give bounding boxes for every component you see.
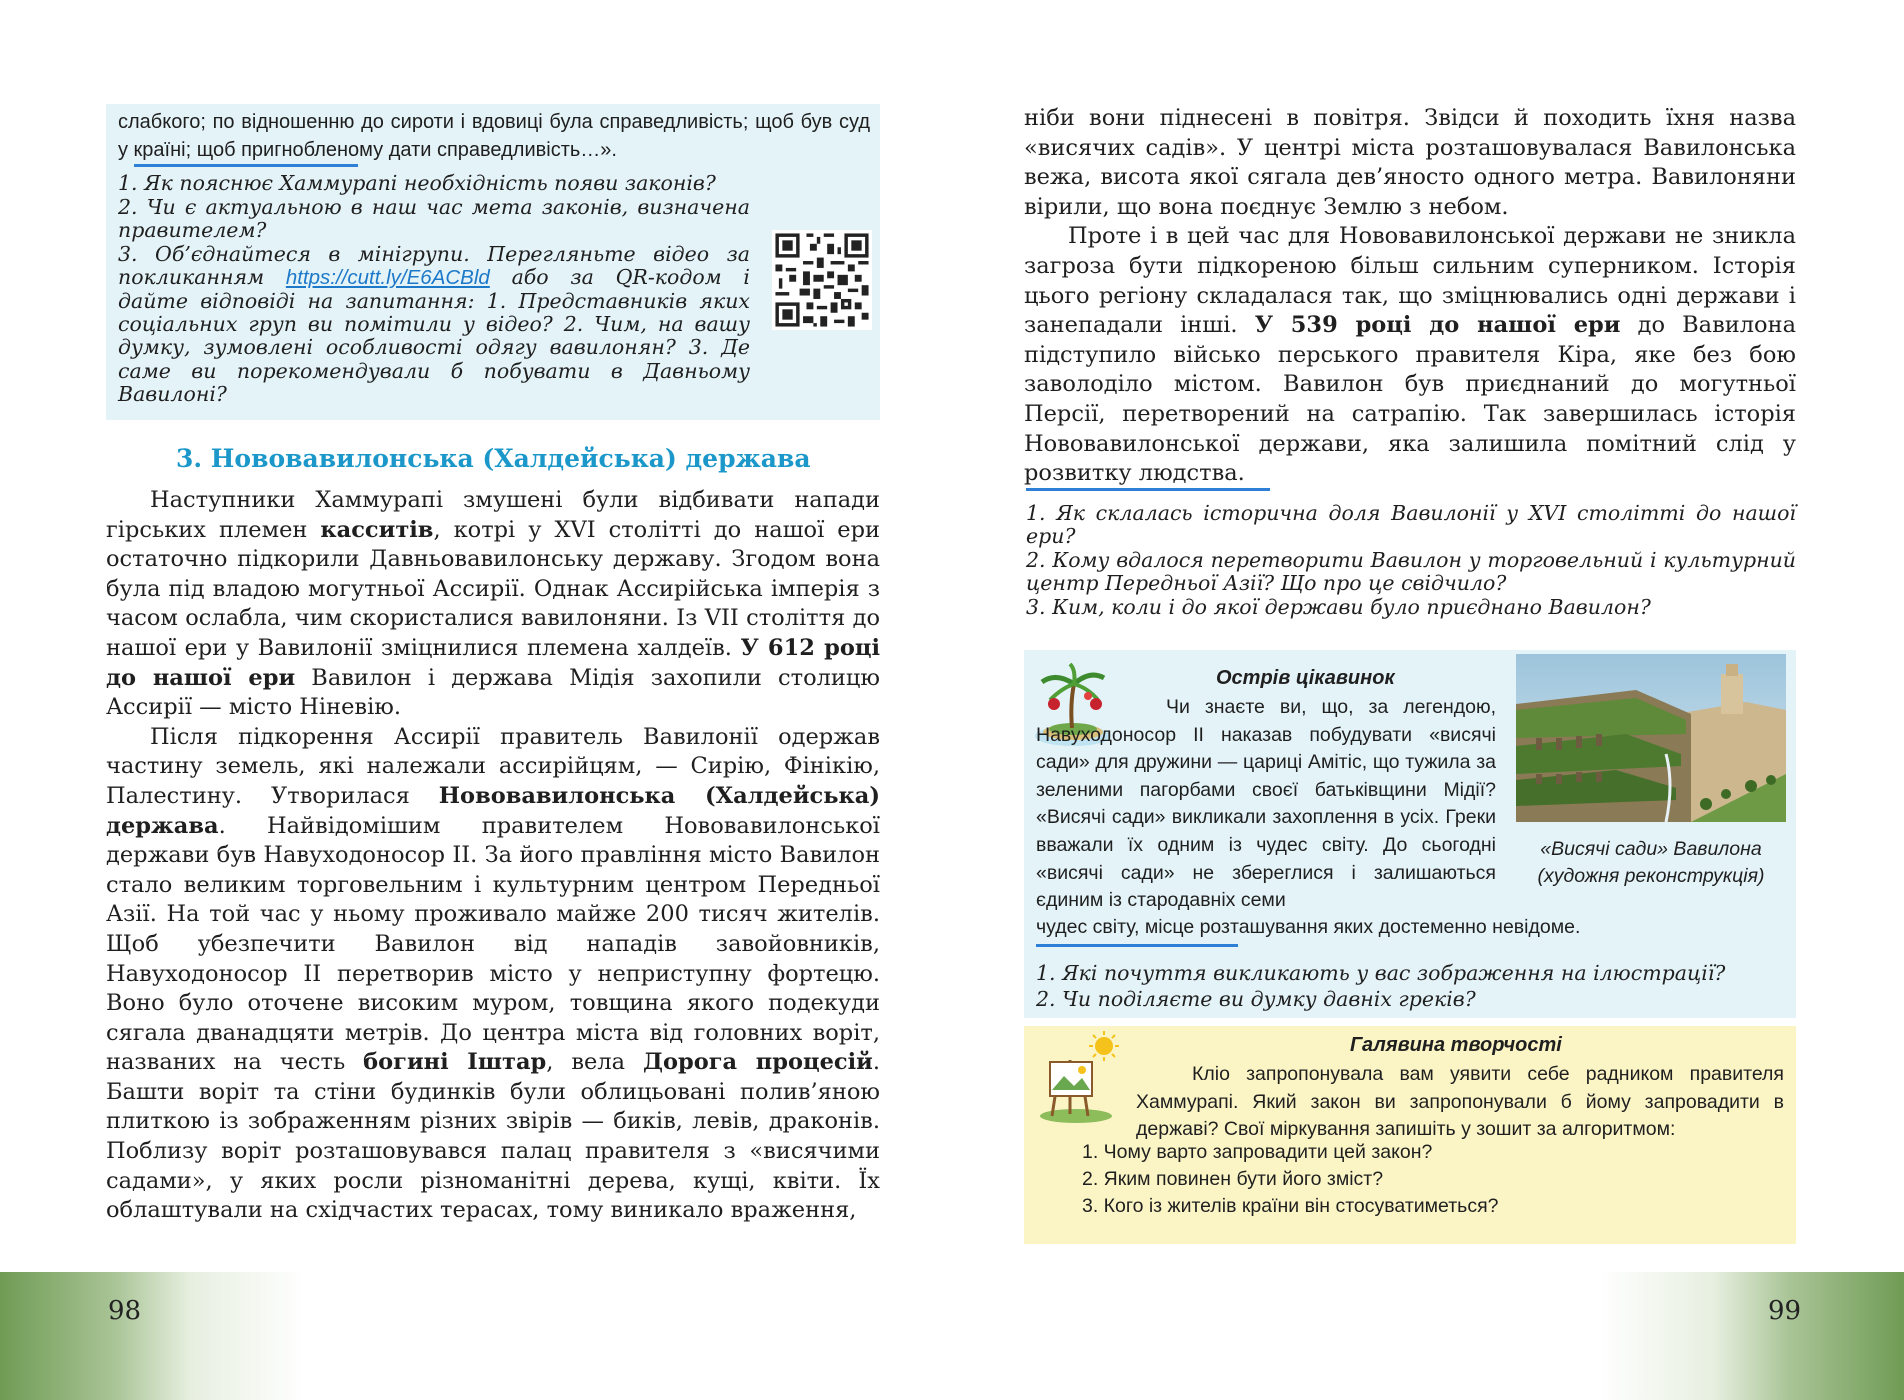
paragraph-1 (106, 486, 880, 723)
p2-text-e: , вела (546, 1049, 643, 1076)
creativity-list-item: 1. Чому варто запровадити цей закон? (1082, 1141, 1433, 1163)
p2-text-g: . Башти воріт та стіни будинків були облицьовані полив’яною плиткою із зображенням різних звірів — биків, левів, драконів. Поблизу воріт розташовувався палац правителя з «висячими садами», у яких росли різноманітні дерева, кущі, квіти. Їх облаштували на східчастих терасах, тому виникало враження, (106, 1049, 880, 1224)
divider-line (1036, 944, 1238, 947)
p2-text-c: . Найвідомішим правителем Нововавилонської держави був Навуходоносор ІІ. За його правління місто Вавилон стало великим торговельним і культурним центром Передньої Азії. На той час у ньому проживало майже 200 тисяч жителів. Щоб убезпечити Вавилон від нападів завойовників, Навуходоносор ІІ перетворив місто у неприступну фортецю. Воно було оточене високим муром, товщина якого подекуди сягала дванадцяти метрів. До центра міста від головних воріт, названих на честь (106, 812, 880, 1076)
rp2-bold-date: У 539 році до нашої ери (1254, 312, 1621, 339)
creativity-title: Галявина творчості (1350, 1034, 1562, 1056)
image-questions (1036, 960, 1796, 1012)
image-question-2: 2. Чи поділяєте ви думку давніх греків? (1036, 987, 1476, 1011)
rp2-text-c: до Вавилона підступило військо перського правителя Кіра, яке без бою заволоділо містом. Вавилон був приєднаний до могутньої Персії, перетворений на сатрапію. Так завершилась історія Нововавилонської держави, яка залишила помітний слід у розвитку людства. (1024, 312, 1796, 487)
right-question-2: 2. Кому вдалося перетворити Вавилон у торговельний і культурний центр Передньої Азії? Що про це свідчило? (1026, 547, 1796, 596)
page-number-left: 98 (108, 1296, 142, 1326)
question-3-intro: 3. Об’єднайтеся в мінігрупи. Перегляньте відео за покликанням (118, 241, 750, 290)
section-title: 3. Нововавилонська (Халдейська) держава (176, 444, 811, 473)
rp2-text-a: Проте і в цей час для Нововавилонської держави не зникла загроза бути підкореною більш сильним суперником. Історія цього регіону складалася так, що зміцнювались одні держави і занепадали інші. (1024, 223, 1796, 339)
divider-line (134, 164, 358, 167)
video-link[interactable]: https://cutt.ly/E6ACBld (285, 266, 490, 290)
left-body-text (106, 486, 880, 1226)
page-number-right: 99 (1768, 1296, 1802, 1326)
creativity-list-item: 3. Кого із жителів країни він стосуватиметься? (1082, 1195, 1499, 1217)
creativity-text: Кліо запропонувала вам уявити себе радником правителя Хаммурапі. Який закон ви запропонували б йому запровадити в державі? Свої міркування запишіть у зошит за алгоритмом: (1136, 1063, 1784, 1141)
questions-block-narrow (118, 196, 750, 407)
interesting-facts-text-end: чудес світу, місце розташування яких достеменно невідоме. (1036, 916, 1581, 938)
p1-text-c: , котрі у XVI столітті до нашої ери остаточно підкорили Давньовавилонську державу. Згодом вона була під владою могутньої Ассирії. Однак Ассирійська імперія з часом ослабла, чим скористалися вавилоняни. Із VII століття до нашої ери у Вавилонії зміцнилися племена халдеїв. (106, 516, 880, 661)
question-3 (118, 243, 750, 407)
interesting-facts-text: Чи знаєте ви, що, за легендою, Навуходоносор ІІ наказав побудувати «висячі сади» для дружини — цариці Амітіс, що тужила за зеленими пагорбами своєї батьківщини Мідії? «Висячі сади» викликали захоплення в усіх. Греки вважали їх одним із чудес світу. До сьогодні «висячі сади» не збереглися і залишаються єдиним із стародавніх семи (1036, 696, 1496, 912)
p2-bold-ishtar: богині Іштар (363, 1049, 547, 1076)
image-question-1: 1. Які почуття викликають у вас зображення на ілюстрації? (1036, 961, 1726, 985)
right-paragraph-2 (1024, 222, 1796, 488)
qr-code-icon[interactable] (772, 230, 872, 330)
right-paragraph-1: ніби вони піднесені в повітря. Звідси й походить їхня назва «висячих садів». У центрі міста розташовувалася Вавилонська вежа, висота якої сягала дев’яносто одного метра. Вавилоняни вірили, що вона поєднує Землю з небом. (1024, 105, 1796, 220)
questions-block-top (118, 172, 870, 195)
hanging-gardens-image (1516, 654, 1786, 822)
paragraph-2 (106, 723, 880, 1226)
right-question-1: 1. Як склалась історична доля Вавилонії у XVI столітті до нашої ери? (1026, 501, 1796, 549)
right-body-text (1024, 104, 1796, 489)
question-3-rest: або за QR-кодом і дайте відповіді на запитання: 1. Представників яких соціальних груп ви помітили у відео? 2. Чим, на вашу думку, зумовлені особливості одягу вавилонян? 3. Де саме ви порекомендували б побувати в Давньому Вавилоні? (118, 265, 750, 407)
right-questions (1026, 502, 1796, 619)
source-quote: слабкого; по відношенню до сироти і вдовиці була справедливість; щоб був суд у країні; щоб пригнобленому дати справедливість…». (118, 111, 870, 161)
p2-bold-state: Нововавилонська (Халдейська) держава (106, 782, 880, 839)
footer-band-right (952, 1272, 1904, 1400)
divider-line (1026, 488, 1270, 491)
right-question-3: 3. Ким, коли і до якої держави було приєднано Вавилон? (1026, 594, 1651, 619)
question-2: 2. Чи є актуальною в наш час мета законів, визначена правителем? (118, 195, 750, 243)
image-caption: «Висячі сади» Вавилона (художня реконструкція) (1537, 838, 1765, 887)
p1-text-e: Вавилон і держава Мідія захопили столицю Ассирії — місто Ніневію. (106, 664, 880, 721)
creativity-list-item: 2. Яким повинен бути його зміст? (1082, 1168, 1384, 1190)
p1-text-a: Наступники Хаммурапі змушені були відбивати напади гірських племен (106, 487, 880, 543)
easel-sun-icon (1036, 1030, 1126, 1124)
p1-bold-kassites: касситів (320, 516, 434, 543)
p1-bold-date: У 612 році до нашої ери (106, 634, 880, 691)
footer-band-left (0, 1272, 952, 1400)
question-1: 1. Як пояснює Хаммурапі необхідність появи законів? (118, 171, 716, 195)
interesting-facts-title: Острів цікавинок (1216, 667, 1395, 689)
p2-bold-procession: Дорога процесій (643, 1049, 873, 1076)
p2-text-a: Після підкорення Ассирії правитель Вавилонії одержав частину земель, які належали ассирійцям, — Сирію, Фінікію, Палестину. Утворилася (106, 723, 880, 809)
